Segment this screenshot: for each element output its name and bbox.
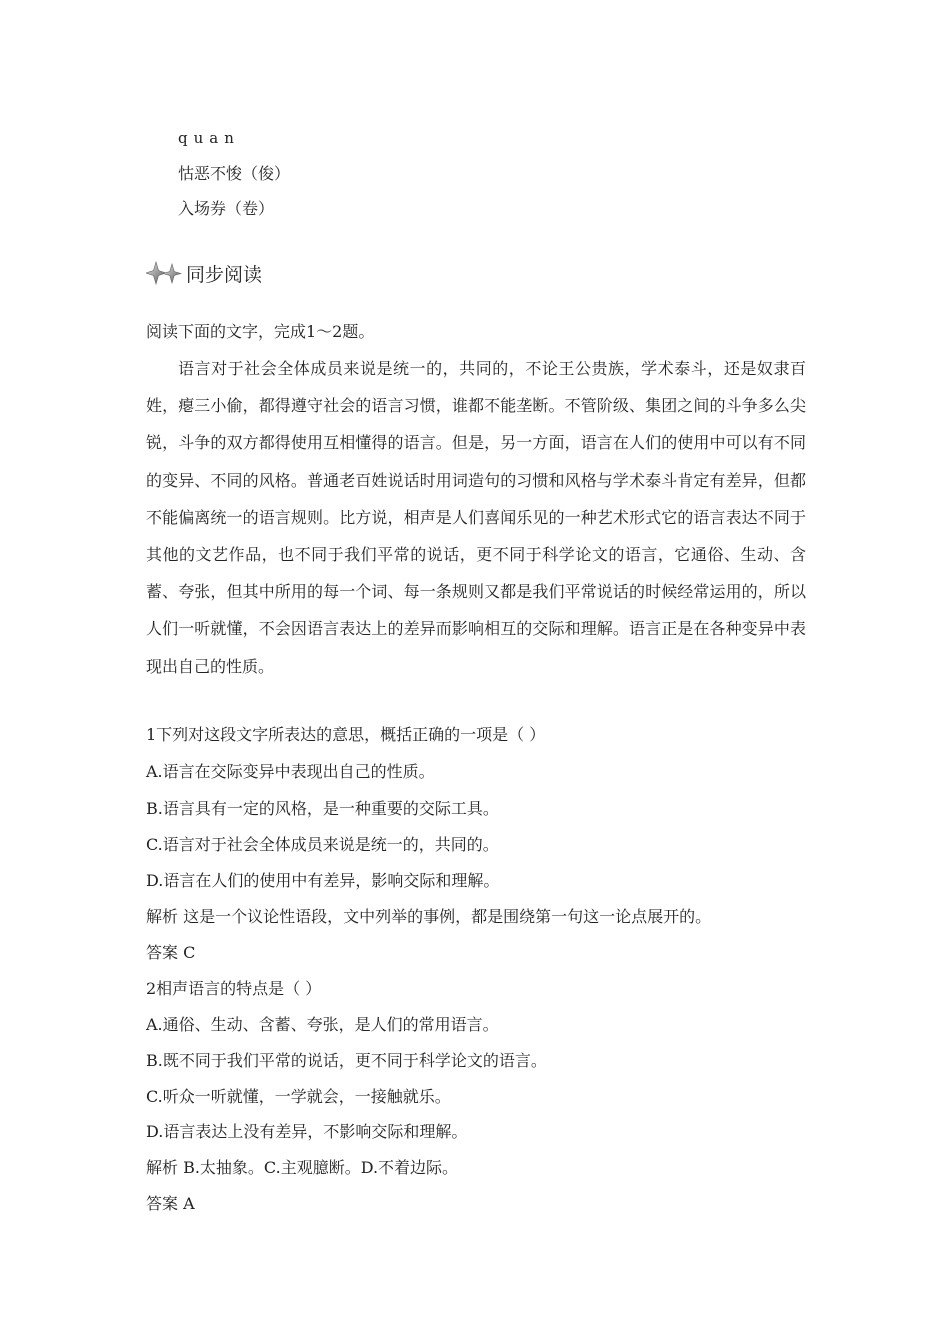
- question-1-stem: 1下列对这段文字所表达的意思，概括正确的一项是（ ）: [146, 725, 546, 744]
- sparkle-icon: [146, 260, 182, 286]
- vocab-line-2: 入场券（卷）: [178, 199, 275, 218]
- question-2-option-a: A.通俗、生动、含蓄、夸张，是人们的常用语言。: [146, 1015, 499, 1034]
- question-1-option-d: D.语言在人们的使用中有差异，影响交际和理解。: [146, 871, 500, 890]
- question-2-stem: 2相声语言的特点是（ ）: [146, 979, 322, 998]
- section-header: [146, 258, 262, 288]
- question-1-analysis: 解析 这是一个议论性语段，文中列举的事例，都是围绕第一句这一论点展开的。: [146, 907, 712, 926]
- question-2-answer: 答案 A: [146, 1194, 195, 1213]
- passage: 语言对于社会全体成员来说是统一的，共同的，不论王公贵族，学术泰斗，还是奴隶百姓，瘪三小偷，都得遵守社会的语言习惯，谁都不能垄断。不管阶级、集团之间的斗争多么尖锐，斗争的双方都得使用互相懂得的语言。但是，另一方面，语言在人们的使用中可以有不同的变异、不同的风格。普通老百姓说话时用词造句的习惯和风格与学术泰斗肯定有差异，但都不能偏离统一的语言规则。比方说，相声是人们喜闻乐见的一种艺术形式它的语言表达不同于其他的文艺作品，也不同于我们平常的说话，更不同于科学论文的语言，它通俗、生动、含蓄、夸张，但其中所用的每一个词、每一条规则又都是我们平常说话的时候经常运用的，所以人们一听就懂，不会因语言表达上的差异而影响相互的交际和理解。语言正是在各种变异中表现出自己的性质。: [146, 359, 806, 676]
- question-2-option-d: D.语言表达上没有差异，不影响交际和理解。: [146, 1122, 468, 1141]
- question-1-option-c: C.语言对于社会全体成员来说是统一的，共同的。: [146, 835, 499, 854]
- question-1-answer: 答案 C: [146, 943, 196, 962]
- vocab-line-1: 怙恶不悛（俊）: [178, 164, 291, 183]
- question-1-option-b: B.语言具有一定的风格，是一种重要的交际工具。: [146, 799, 499, 818]
- question-2-option-c: C.听众一听就懂，一学就会，一接触就乐。: [146, 1087, 451, 1106]
- question-2-analysis: 解析 B.太抽象。C.主观臆断。D.不着边际。: [146, 1158, 459, 1177]
- question-2-option-b: B.既不同于我们平常的说话，更不同于科学论文的语言。: [146, 1051, 547, 1070]
- section-title: 同步阅读: [186, 263, 263, 286]
- question-1-option-a: A.语言在交际变异中表现出自己的性质。: [146, 762, 435, 781]
- instruction: 阅读下面的文字，完成1～2题。: [146, 322, 375, 341]
- vocab-pinyin: quan: [178, 129, 240, 147]
